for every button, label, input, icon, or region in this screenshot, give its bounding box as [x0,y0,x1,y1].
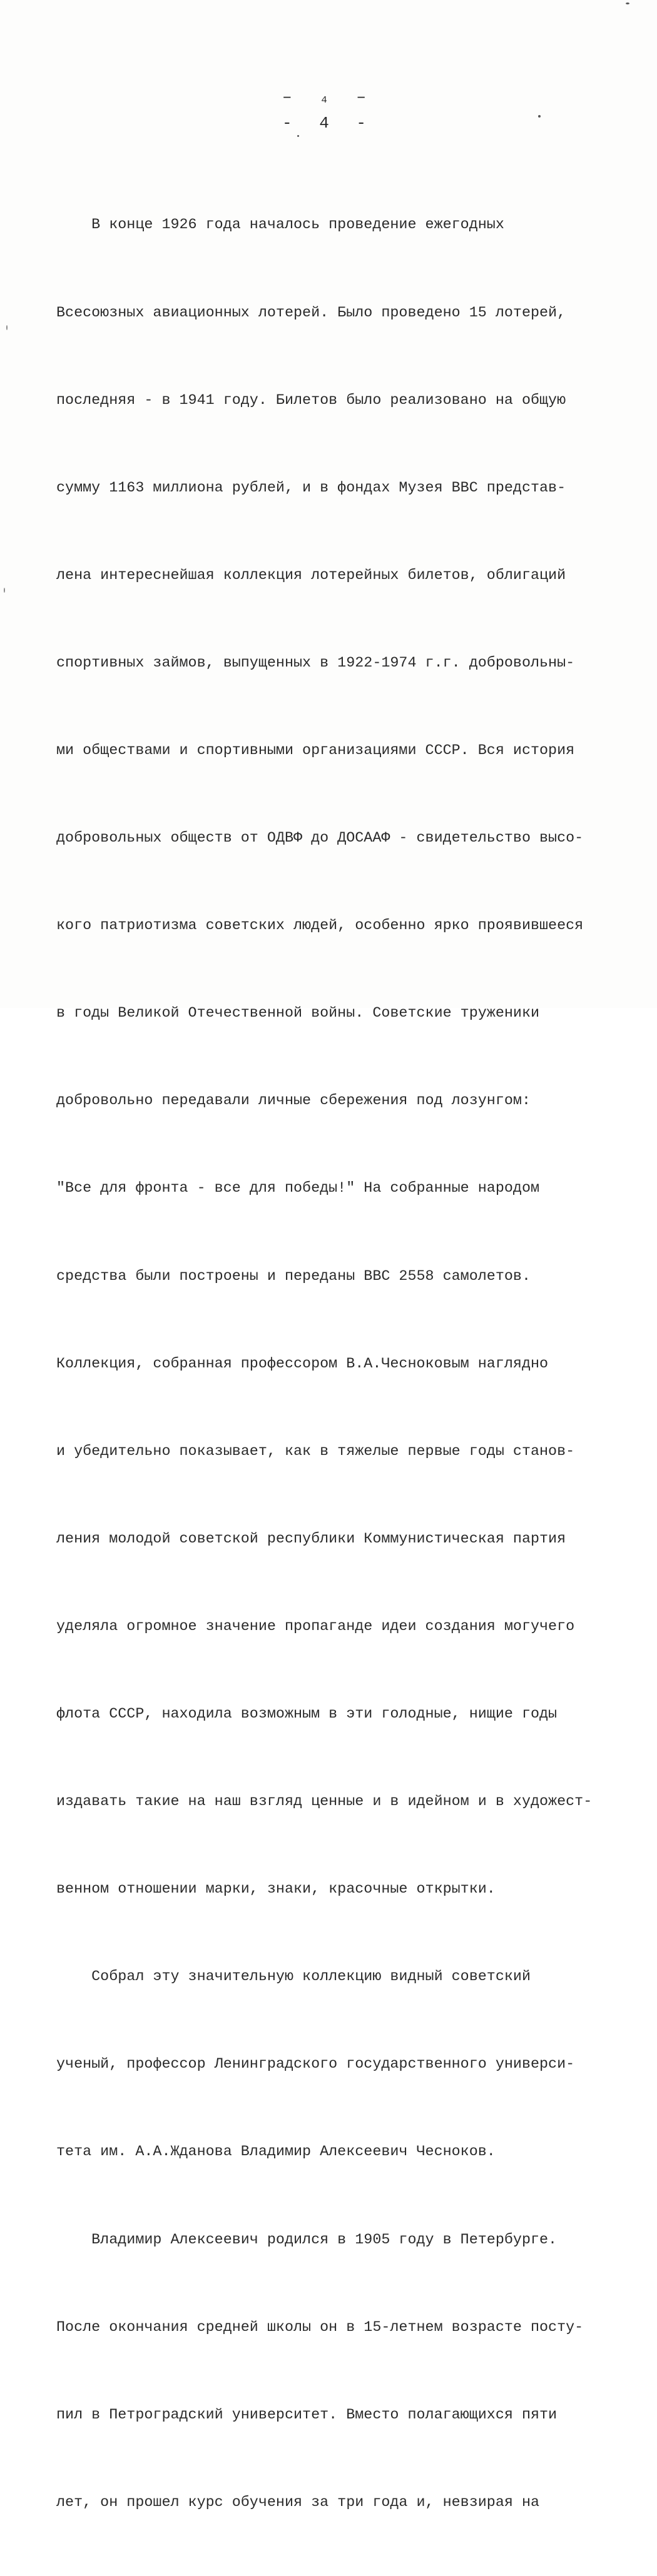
text-line: лена интереснейшая коллекция лотерейных билетов, облигаций [56,567,566,584]
text-line: В конце 1926 года началось проведение ежегодных [56,217,504,234]
text-line: ления молодой советской республики Коммунистическая партия [56,1531,566,1547]
text-line: пил в Петроградский университет. Вместо полагающихся пяти [56,2407,558,2423]
text-line: уделяла огромное значение пропаганде идеи создания могучего [56,1618,575,1635]
text-line: добровольно передавали личные сбережения под лозунгом: [56,1093,531,1110]
text-line: и убедительно показывает, как в тяжелые первые годы станов- [56,1443,575,1460]
text-line: в годы Великой Отечественной войны. Советские труженики [56,1005,540,1022]
text-line: последняя - в 1941 году. Билетов было реализовано на общую [56,392,566,409]
text-line: тета им. А.А.Жданова Владимир Алексеевич Чесноков. [56,2144,496,2161]
text-line: кого патриотизма советских людей, особенно ярко проявившееся [56,918,584,935]
paper-speck [626,3,629,4]
text-line: ученый, профессор Ленинградского государственного универси- [56,2056,575,2073]
body-text [56,153,593,2576]
text-line: "Все для фронта - все для победы!" На собранные народом [56,1180,540,1197]
text-line: Собрал эту значительную коллекцию видный советский [56,1969,531,1986]
text-line: флота СССР, находила возможным в эти голодные, нищие годы [56,1706,558,1723]
text-line: спортивных займов, выпущенных в 1922-1974 г.г. добровольны- [56,655,575,672]
text-line: После окончания средней школы он в 15-летнем возрасте посту- [56,2319,584,2336]
paper-speck [297,135,299,137]
top-page-mark: – ₄ – [282,88,375,106]
text-line: Всесоюзных авиационных лотерей. Было проведено 15 лотерей, [56,304,566,321]
text-line: средства были построены и переданы ВВС 2558 самолетов. [56,1268,531,1285]
text-line: венном отношении марки, знаки, красочные открытки. [56,1881,496,1898]
page-number: - 4 - [282,114,375,133]
text-line: лет, он прошел курс обучения за три года и, невзирая на [56,2494,540,2511]
paper-speck [4,588,5,593]
text-line: Владимир Алексеевич родился в 1905 году в Петербурге. [56,2231,558,2248]
text-line: Коллекция, собранная профессором В.А.Чесноковым наглядно [56,1356,549,1372]
paper-speck [6,325,8,330]
text-line: издавать такие на наш взгляд ценные и в идейном и в художест- [56,1794,593,1811]
text-line: ми обществами и спортивными организациями СССР. Вся история [56,742,575,759]
text-line: сумму 1163 миллиона рублей, и в фондах Музея ВВС представ- [56,480,566,496]
text-line: добровольных обществ от ОДВФ до ДОСААФ - свидетельство высо- [56,830,584,847]
